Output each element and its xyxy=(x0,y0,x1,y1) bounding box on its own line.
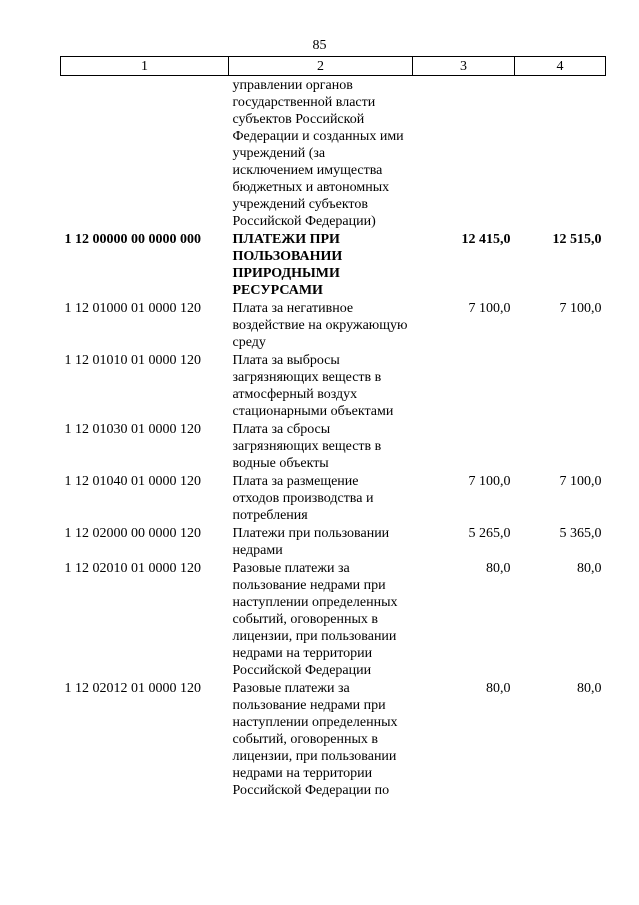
row-code: 1 12 02010 01 0000 120 xyxy=(64,561,201,576)
row-name: ПЛАТЕЖИ ПРИ ПОЛЬЗОВАНИИ ПРИРОДНЫМИ РЕСУРСАМИ xyxy=(232,232,343,298)
row-name: Разовые платежи за пользование недрами при наступлении определенных событий, оговоренных в лицензии, при пользовании недрами на территории Российской Федерации xyxy=(232,561,398,678)
row-value-year2 xyxy=(515,421,606,473)
row-code: 1 12 01030 01 0000 120 xyxy=(64,422,201,437)
row-value-year2: 12 515,0 xyxy=(552,232,602,247)
column-header-4: 4 xyxy=(515,57,606,76)
column-number-row xyxy=(61,57,606,76)
table-row xyxy=(61,231,606,300)
row-code: 1 12 01010 01 0000 120 xyxy=(64,353,201,368)
row-value-year1: 12 415,0 xyxy=(461,232,511,247)
column-header-2: 2 xyxy=(229,57,413,76)
table-row xyxy=(61,680,606,800)
row-value-year2: 7 100,0 xyxy=(559,301,602,316)
row-code xyxy=(61,76,229,232)
row-code: 1 12 00000 00 0000 000 xyxy=(64,232,201,247)
column-header-3: 3 xyxy=(413,57,515,76)
row-value-year2 xyxy=(515,352,606,421)
row-value-year1: 7 100,0 xyxy=(468,301,511,316)
row-code: 1 12 02000 00 0000 120 xyxy=(64,526,201,541)
row-value-year2: 80,0 xyxy=(577,681,602,696)
row-value-year1 xyxy=(413,352,515,421)
table-row xyxy=(61,352,606,421)
row-code: 1 12 01000 01 0000 120 xyxy=(64,301,201,316)
row-name: Платежи при пользовании недрами xyxy=(232,526,390,558)
row-value-year1: 80,0 xyxy=(486,681,511,696)
row-name: Плата за выбросы загрязняющих веществ в атмосферный воздух стационарными объектами xyxy=(232,353,394,419)
table-row xyxy=(61,473,606,525)
row-value-year1: 80,0 xyxy=(486,561,511,576)
row-code: 1 12 01040 01 0000 120 xyxy=(64,474,201,489)
row-value-year2: 80,0 xyxy=(577,561,602,576)
column-header-1: 1 xyxy=(61,57,229,76)
row-value-year1: 5 265,0 xyxy=(468,526,511,541)
row-name: Плата за размещение отходов производства и потребления xyxy=(232,474,374,523)
row-value-year2: 5 365,0 xyxy=(559,526,602,541)
row-name: Плата за сбросы загрязняющих веществ в водные объекты xyxy=(232,422,382,471)
row-value-year2 xyxy=(515,76,606,232)
table-row xyxy=(61,560,606,680)
page-number: 85 xyxy=(312,38,327,53)
table-row xyxy=(61,300,606,352)
row-name: Разовые платежи за пользование недрами при наступлении определенных событий, оговоренных в лицензии, при пользовании недрами на территории Российской Федерации по xyxy=(232,681,398,798)
row-value-year1 xyxy=(413,421,515,473)
row-value-year1: 7 100,0 xyxy=(468,474,511,489)
table-row xyxy=(61,421,606,473)
row-name: Плата за негативное воздействие на окружающую среду xyxy=(232,301,408,350)
row-code: 1 12 02012 01 0000 120 xyxy=(64,681,201,696)
table-row xyxy=(61,525,606,560)
row-value-year2: 7 100,0 xyxy=(559,474,602,489)
budget-table xyxy=(60,56,606,800)
row-value-year1 xyxy=(413,76,515,232)
row-name: управлении органов государственной власти субъектов Российской Федерации и созданных ими учреждений (за исключением имущества бюджетных и автономных учреждений субъектов Российской Федерации) xyxy=(232,78,404,229)
table-row xyxy=(61,76,606,232)
